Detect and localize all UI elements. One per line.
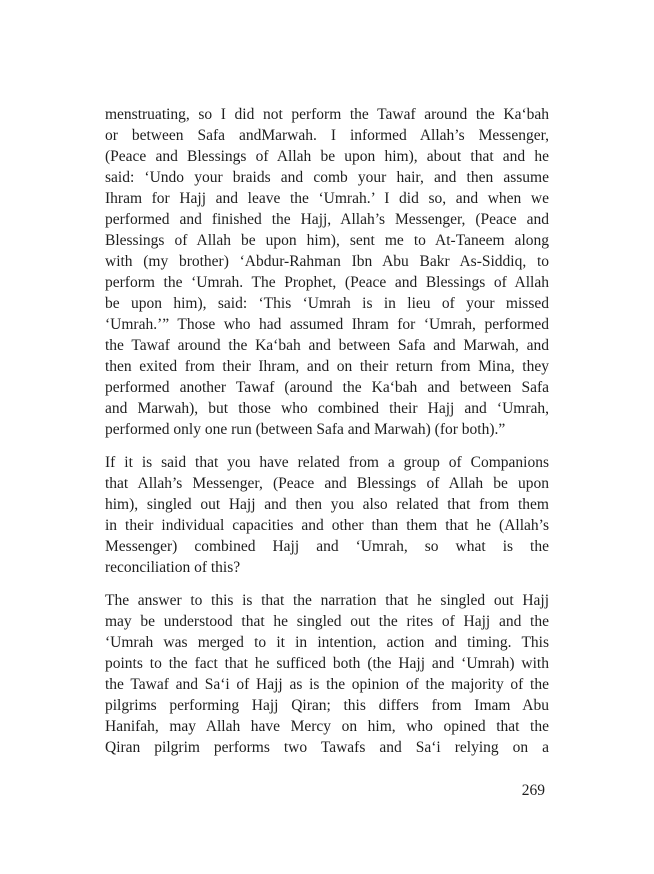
text-line: performed another Tawaf (around the Ka‘bah and between Safa [105, 379, 549, 396]
text-line: then exited from their Ihram, and on their return from Mina, they [105, 358, 549, 375]
text-line: (Peace and Blessings of Allah be upon him), about that and he [105, 148, 549, 165]
text-line: performed and finished the Hajj, Allah’s Messenger, (Peace and [105, 211, 549, 228]
text-line: Hanifah, may Allah have Mercy on him, who opined that the [105, 718, 549, 735]
text-line: ‘Umrah.’” Those who had assumed Ihram for ‘Umrah, performed [105, 316, 549, 333]
text-line: may be understood that he singled out the rites of Hajj and the [105, 613, 549, 630]
text-line: the Tawaf around the Ka‘bah and between Safa and Marwah, and [105, 337, 549, 354]
text-line: The answer to this is that the narration that he singled out Hajj [105, 592, 549, 609]
page-text [105, 104, 549, 770]
text-line: If it is said that you have related from a group of Companions [105, 454, 549, 471]
text-line: reconciliation of this? [105, 559, 241, 576]
text-line: perform the ‘Umrah. The Prophet, (Peace and Blessings of Allah [105, 274, 549, 291]
text-line: menstruating, so I did not perform the Tawaf around the Ka‘bah [105, 106, 549, 123]
text-line: be upon him), said: ‘This ‘Umrah is in lieu of your missed [105, 295, 549, 312]
paragraph-2 [105, 452, 549, 578]
text-line: and Marwah), but those who combined their Hajj and ‘Umrah, [105, 400, 549, 417]
text-line: Ihram for Hajj and leave the ‘Umrah.’ I did so, and when we [105, 190, 549, 207]
text-line: or between Safa andMarwah. I informed Allah’s Messenger, [105, 127, 549, 144]
text-line: with (my brother) ‘Abdur-Rahman Ibn Abu Bakr As-Siddiq, to [105, 253, 549, 270]
text-line: Messenger) combined Hajj and ‘Umrah, so what is the [105, 538, 549, 555]
text-line: the Tawaf and Sa‘i of Hajj as is the opinion of the majority of the [105, 676, 549, 693]
text-line: performed only one run (between Safa and Marwah) (for both).” [105, 421, 506, 438]
text-line: ‘Umrah was merged to it in intention, action and timing. This [105, 634, 549, 651]
text-line: in their individual capacities and other than them that he (Allah’s [105, 517, 549, 534]
paragraph-1 [105, 104, 549, 440]
text-line: pilgrims performing Hajj Qiran; this differs from Imam Abu [105, 697, 549, 714]
paragraph-3 [105, 590, 549, 758]
text-line: him), singled out Hajj and then you also related that from them [105, 496, 549, 513]
page-number: 269 [521, 782, 545, 799]
text-line: points to the fact that he sufficed both (the Hajj and ‘Umrah) with [105, 655, 549, 672]
text-line: that Allah’s Messenger, (Peace and Blessings of Allah be upon [105, 475, 549, 492]
text-line: said: ‘Undo your braids and comb your hair, and then assume [105, 169, 549, 186]
text-line: Blessings of Allah be upon him), sent me to At-Taneem along [105, 232, 549, 249]
text-line: Qiran pilgrim performs two Tawafs and Sa‘i relying on a [105, 739, 549, 756]
